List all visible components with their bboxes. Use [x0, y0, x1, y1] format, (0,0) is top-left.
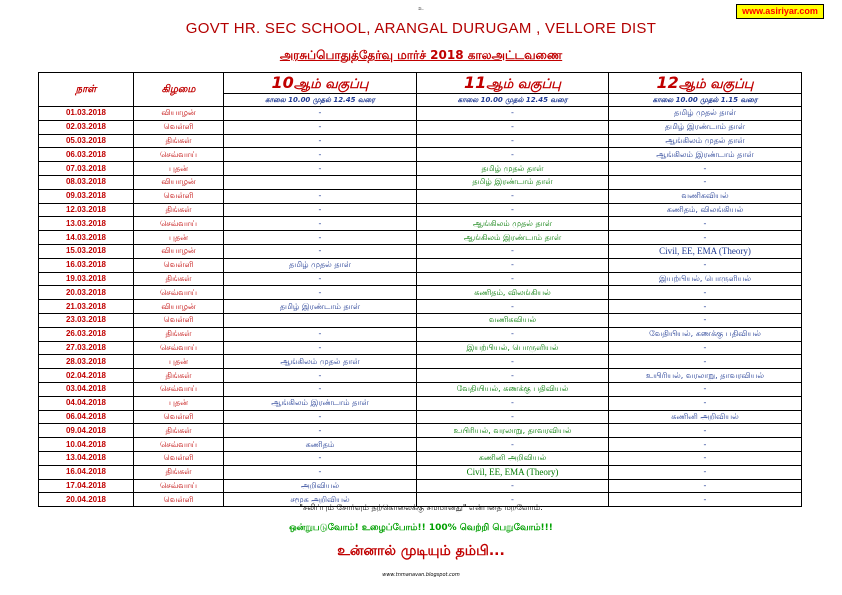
website-badge[interactable]: www.asiriyar.com	[736, 4, 824, 19]
cell-day: திங்கள்	[134, 203, 224, 217]
cell-class-11: -	[417, 493, 609, 507]
table-row	[39, 341, 802, 355]
cell-class-11: -	[417, 355, 609, 369]
table-row	[39, 355, 802, 369]
cell-date: 17.04.2018	[39, 479, 134, 493]
cell-class-10: அறிவியல்	[224, 479, 417, 493]
cell-class-10: -	[224, 107, 417, 121]
table-row	[39, 231, 802, 245]
cell-class-12: -	[609, 300, 802, 314]
table-row	[39, 451, 802, 465]
cell-class-11: இயற்பியல், பொருளியல்	[417, 341, 609, 355]
header-class-12: 12ஆம் வகுப்பு	[609, 73, 802, 94]
cell-class-12: வேதியியல், கணக்கு பதிவியல்	[609, 327, 802, 341]
table-row	[39, 217, 802, 231]
cell-class-10: -	[224, 424, 417, 438]
cell-class-11: -	[417, 300, 609, 314]
table-row	[39, 313, 802, 327]
time-class-10: காலை 10.00 முதல் 12.45 வரை	[224, 94, 417, 107]
cell-class-12: -	[609, 465, 802, 479]
cell-class-10: தமிழ் இரண்டாம் தாள்	[224, 300, 417, 314]
cell-class-12: வணிகவியல்	[609, 189, 802, 203]
cell-day: செவ்வாய்	[134, 217, 224, 231]
cell-class-10: -	[224, 286, 417, 300]
table-row	[39, 120, 802, 134]
table-row	[39, 300, 802, 314]
cell-date: 20.04.2018	[39, 493, 134, 507]
cell-class-10: -	[224, 272, 417, 286]
cell-class-10: -	[224, 341, 417, 355]
cell-date: 06.04.2018	[39, 410, 134, 424]
cell-day: வியாழன்	[134, 107, 224, 121]
cell-class-10: -	[224, 134, 417, 148]
cell-date: 13.03.2018	[39, 217, 134, 231]
cell-class-12: -	[609, 286, 802, 300]
cell-date: 04.04.2018	[39, 396, 134, 410]
top-mark: உ	[418, 5, 424, 12]
cell-class-11: -	[417, 396, 609, 410]
cell-class-10: -	[224, 382, 417, 396]
cell-date: 16.04.2018	[39, 465, 134, 479]
cell-date: 19.03.2018	[39, 272, 134, 286]
cell-class-10: -	[224, 189, 417, 203]
cell-day: வியாழன்	[134, 175, 224, 189]
cell-class-11: ஆங்கிலம் முதல் தாள்	[417, 217, 609, 231]
cell-class-12: தமிழ் முதல் தாள்	[609, 107, 802, 121]
cell-class-12: Civil, EE, EMA (Theory)	[609, 244, 802, 258]
cell-class-11: கணிதம், விலங்கியல்	[417, 286, 609, 300]
cell-class-10: -	[224, 244, 417, 258]
cell-class-11: -	[417, 120, 609, 134]
cell-class-11: -	[417, 203, 609, 217]
cell-date: 23.03.2018	[39, 313, 134, 327]
cell-date: 21.03.2018	[39, 300, 134, 314]
cell-class-11: வேதியியல், கணக்கு பதிவியல்	[417, 382, 609, 396]
cell-class-10: -	[224, 231, 417, 245]
timetable-body	[39, 107, 802, 507]
cell-class-12: கணிதம், விலங்கியல்	[609, 203, 802, 217]
cell-day: செவ்வாய்	[134, 148, 224, 162]
cell-day: புதன்	[134, 231, 224, 245]
quote-line: "சலிப்பும் சோர்வும் தற்கொலைக்கு சமமானது" என்பதை மறவோம்.	[299, 503, 543, 512]
cell-class-12: -	[609, 258, 802, 272]
cell-day: வியாழன்	[134, 244, 224, 258]
cell-class-11: -	[417, 148, 609, 162]
cell-class-12: -	[609, 451, 802, 465]
cell-class-11: -	[417, 438, 609, 452]
cell-day: வெள்ளி	[134, 451, 224, 465]
cell-class-10: கணிதம்	[224, 438, 417, 452]
cell-day: வெள்ளி	[134, 258, 224, 272]
cell-day: வெள்ளி	[134, 410, 224, 424]
table-row	[39, 148, 802, 162]
cell-class-11: -	[417, 327, 609, 341]
cell-date: 01.03.2018	[39, 107, 134, 121]
cell-class-11: தமிழ் முதல் தாள்	[417, 162, 609, 176]
cell-class-11: -	[417, 134, 609, 148]
cell-class-12: தமிழ் இரண்டாம் தாள்	[609, 120, 802, 134]
subtitle-text: அரசுப்பொதுத்தேர்வு மார்ச் 2018 காலஅட்டவணை	[279, 48, 563, 62]
timetable	[38, 72, 802, 507]
cell-day: செவ்வாய்	[134, 382, 224, 396]
cell-date: 14.03.2018	[39, 231, 134, 245]
cell-date: 13.04.2018	[39, 451, 134, 465]
cell-day: வெள்ளி	[134, 189, 224, 203]
cell-class-12: இயற்பியல், பொருளியல்	[609, 272, 802, 286]
time-class-12: காலை 10.00 முதல் 1.15 வரை	[609, 94, 802, 107]
cell-class-12: -	[609, 396, 802, 410]
header-class-11: 11ஆம் வகுப்பு	[417, 73, 609, 94]
cell-class-12: -	[609, 313, 802, 327]
cell-day: வெள்ளி	[134, 313, 224, 327]
cell-class-12: -	[609, 493, 802, 507]
cell-day: திங்கள்	[134, 272, 224, 286]
cell-day: செவ்வாய்	[134, 341, 224, 355]
cell-class-10: சமூக அறிவியல்	[224, 493, 417, 507]
table-row	[39, 410, 802, 424]
cell-class-11: -	[417, 272, 609, 286]
cell-day: செவ்வாய்	[134, 479, 224, 493]
cell-class-11: -	[417, 189, 609, 203]
timetable-subtitle	[0, 44, 842, 64]
table-row	[39, 162, 802, 176]
cell-date: 05.03.2018	[39, 134, 134, 148]
cell-day: புதன்	[134, 396, 224, 410]
cell-class-11: -	[417, 479, 609, 493]
table-row	[39, 272, 802, 286]
cell-date: 28.03.2018	[39, 355, 134, 369]
table-row	[39, 382, 802, 396]
table-row	[39, 134, 802, 148]
blog-url[interactable]: www.tnmanavan.blogspot.com	[382, 572, 460, 578]
table-row	[39, 286, 802, 300]
table-row	[39, 369, 802, 383]
table-row	[39, 203, 802, 217]
cell-class-12: -	[609, 162, 802, 176]
table-row	[39, 396, 802, 410]
cell-class-11: உயிரியல், வரலாறு, தாவரவியல்	[417, 424, 609, 438]
cell-date: 08.03.2018	[39, 175, 134, 189]
cell-day: புதன்	[134, 162, 224, 176]
slogan-line: ஒன்றுபடுவோம்! உழைப்போம்!! 100% வெற்றி பெறுவோம்!!!	[289, 523, 553, 533]
cell-date: 27.03.2018	[39, 341, 134, 355]
cell-date: 09.04.2018	[39, 424, 134, 438]
cell-date: 12.03.2018	[39, 203, 134, 217]
cell-date: 03.04.2018	[39, 382, 134, 396]
table-row	[39, 465, 802, 479]
cell-day: செவ்வாய்	[134, 438, 224, 452]
cell-date: 15.03.2018	[39, 244, 134, 258]
cell-day: புதன்	[134, 355, 224, 369]
cell-class-10: -	[224, 327, 417, 341]
cell-day: திங்கள்	[134, 424, 224, 438]
cell-class-10: -	[224, 162, 417, 176]
cell-day: திங்கள்	[134, 369, 224, 383]
cell-class-12: -	[609, 341, 802, 355]
cell-date: 10.04.2018	[39, 438, 134, 452]
cell-class-10: -	[224, 410, 417, 424]
cell-date: 02.03.2018	[39, 120, 134, 134]
cell-class-11: Civil, EE, EMA (Theory)	[417, 465, 609, 479]
cell-class-11: -	[417, 369, 609, 383]
cell-class-10: -	[224, 120, 417, 134]
cell-day: திங்கள்	[134, 465, 224, 479]
cell-class-10: -	[224, 148, 417, 162]
cell-class-11: வணிகவியல்	[417, 313, 609, 327]
cell-date: 16.03.2018	[39, 258, 134, 272]
cell-class-11: கணினி அறிவியல்	[417, 451, 609, 465]
cell-class-11: தமிழ் இரண்டாம் தாள்	[417, 175, 609, 189]
cell-class-11: ஆங்கிலம் இரண்டாம் தாள்	[417, 231, 609, 245]
cell-class-12: -	[609, 424, 802, 438]
cell-class-12: -	[609, 382, 802, 396]
cell-class-12: -	[609, 217, 802, 231]
header-class-10: 10ஆம் வகுப்பு	[224, 73, 417, 94]
table-row	[39, 327, 802, 341]
cell-day: வியாழன்	[134, 300, 224, 314]
cell-class-10: -	[224, 203, 417, 217]
table-row	[39, 258, 802, 272]
cell-class-10: ஆங்கிலம் இரண்டாம் தாள்	[224, 396, 417, 410]
cell-class-11: -	[417, 410, 609, 424]
cell-date: 06.03.2018	[39, 148, 134, 162]
cell-class-12: கணினி அறிவியல்	[609, 410, 802, 424]
cell-class-10: ஆங்கிலம் முதல் தாள்	[224, 355, 417, 369]
closing-line: உன்னால் முடியும் தம்பி...	[337, 543, 505, 559]
cell-date: 02.04.2018	[39, 369, 134, 383]
cell-class-12: ஆங்கிலம் முதல் தாள்	[609, 134, 802, 148]
cell-class-10: தமிழ் முதல் தாள்	[224, 258, 417, 272]
cell-class-10	[224, 313, 417, 327]
table-row	[39, 189, 802, 203]
cell-class-12: -	[609, 479, 802, 493]
cell-class-11: -	[417, 244, 609, 258]
header-day: கிழமை	[134, 73, 224, 107]
cell-class-10: -	[224, 217, 417, 231]
cell-day: திங்கள்	[134, 134, 224, 148]
cell-day: திங்கள்	[134, 327, 224, 341]
school-title: GOVT HR. SEC SCHOOL, ARANGAL DURUGAM , VELLORE DIST	[185, 20, 657, 37]
cell-class-12: -	[609, 231, 802, 245]
cell-date: 20.03.2018	[39, 286, 134, 300]
cell-class-12: ஆங்கிலம் இரண்டாம் தாள்	[609, 148, 802, 162]
table-row	[39, 438, 802, 452]
cell-day: வெள்ளி	[134, 120, 224, 134]
cell-day: செவ்வாய்	[134, 286, 224, 300]
header-date: நாள்	[39, 73, 134, 107]
cell-class-12: -	[609, 355, 802, 369]
cell-date: 07.03.2018	[39, 162, 134, 176]
cell-date: 09.03.2018	[39, 189, 134, 203]
cell-class-10: -	[224, 451, 417, 465]
cell-class-12: உயிரியல், வரலாறு, தாவரவியல்	[609, 369, 802, 383]
table-row	[39, 244, 802, 258]
time-class-11: காலை 10.00 முதல் 12.45 வரை	[417, 94, 609, 107]
cell-date: 26.03.2018	[39, 327, 134, 341]
cell-class-12: -	[609, 438, 802, 452]
cell-class-12: -	[609, 175, 802, 189]
cell-class-10: -	[224, 369, 417, 383]
table-row	[39, 479, 802, 493]
cell-class-11: -	[417, 107, 609, 121]
table-row	[39, 175, 802, 189]
table-row	[39, 107, 802, 121]
cell-class-10	[224, 175, 417, 189]
table-row	[39, 424, 802, 438]
cell-day: வெள்ளி	[134, 493, 224, 507]
cell-class-11: -	[417, 258, 609, 272]
cell-class-10: -	[224, 465, 417, 479]
